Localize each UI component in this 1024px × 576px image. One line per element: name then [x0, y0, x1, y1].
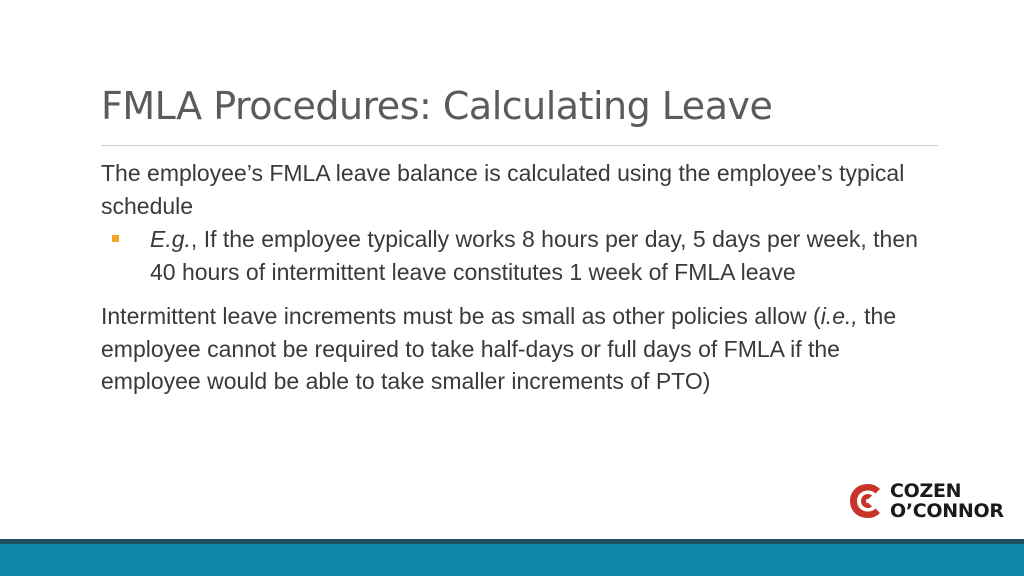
logo-line-oconnor: O’CONNOR — [890, 500, 1004, 522]
bullet-item-example — [150, 223, 931, 288]
paragraph2-italic: i.e., — [820, 303, 858, 329]
title-divider — [101, 145, 938, 146]
logo-wordmark — [890, 481, 1004, 521]
paragraph2-text-before: Intermittent leave increments must be as small as other policies allow ( — [101, 303, 821, 329]
slide-body — [101, 157, 931, 398]
bullet-list — [101, 223, 931, 288]
square-bullet-icon — [112, 235, 119, 242]
logo-line-cozen: COZEN — [890, 480, 962, 502]
footer-band — [0, 544, 1024, 576]
paragraph-intermittent-increments — [101, 300, 931, 398]
paragraph-leave-balance: The employee’s FMLA leave balance is calculated using the employee’s typical schedule — [101, 160, 905, 219]
bullet-italic-prefix: E.g. — [150, 226, 191, 252]
cozen-oconnor-logo-mark-icon — [848, 481, 884, 521]
slide-title: FMLA Procedures: Calculating Leave — [101, 84, 773, 128]
company-logo — [848, 478, 1004, 524]
bullet-text: , If the employee typically works 8 hours per day, 5 days per week, then 40 hours of intermittent leave constitutes 1 week of FMLA leave — [150, 226, 918, 285]
paragraph2-text-after: the employee cannot be required to take half-days or full days of FMLA if the employee would be able to take smaller increments of PTO) — [101, 303, 897, 394]
